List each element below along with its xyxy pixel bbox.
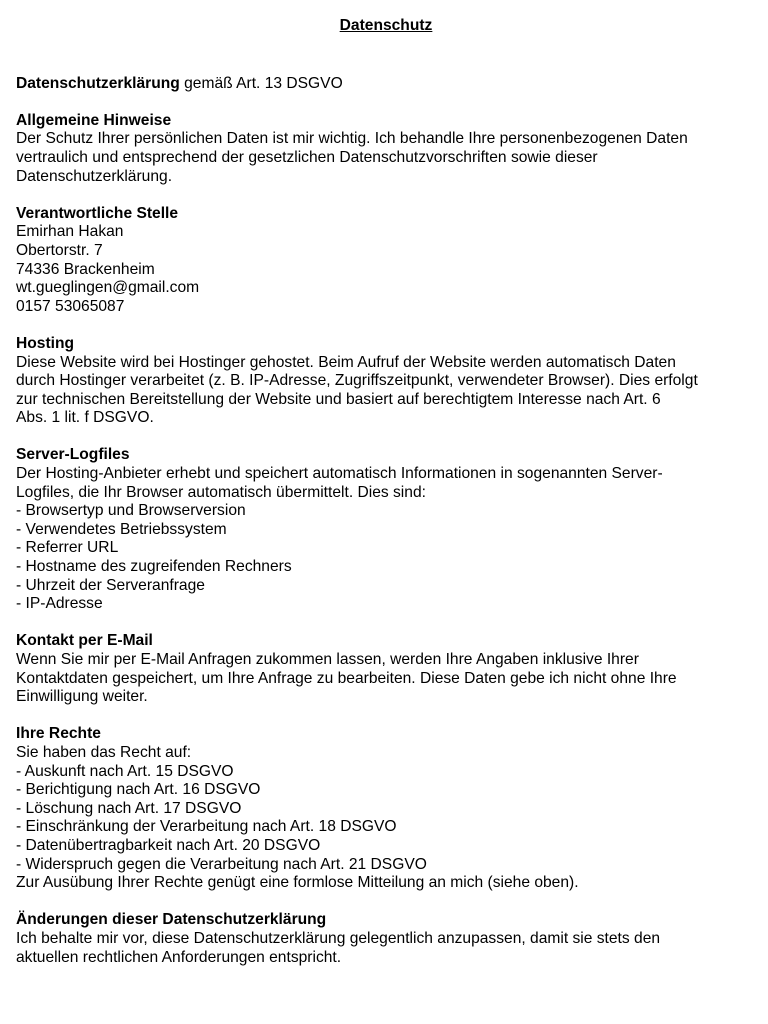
text-line: Datenschutzerklärung. (16, 167, 173, 185)
text-line: durch Hostinger verarbeitet (z. B. IP-Adresse, Zugriffszeitpunkt, verwendeter Browser). Dies erfolgt (16, 372, 698, 390)
list-item: - Uhrzeit der Serveranfrage (16, 576, 205, 594)
section-heading: Ihre Rechte (16, 725, 101, 743)
intro-bold: Datenschutzerklärung (16, 74, 180, 92)
section-body (16, 930, 764, 967)
text-line: aktuellen rechtlichen Anforderungen entspricht. (16, 948, 342, 966)
section-responsible (16, 205, 764, 317)
text-line: Logfiles, die Ihr Browser automatisch übermittelt. Dies sind: (16, 483, 426, 501)
text-line: Einwilligung weiter. (16, 688, 148, 706)
list-item: - Verwendetes Betriebssystem (16, 520, 227, 538)
text-line: Der Hosting-Anbieter erhebt und speichert automatisch Informationen in sogenannten Server- (16, 465, 663, 483)
text-line: Wenn Sie mir per E-Mail Anfragen zukommen lassen, werden Ihre Angaben inklusive Ihrer (16, 651, 639, 668)
section-body (16, 651, 764, 707)
section-changes (16, 911, 764, 967)
list-item: - Widerspruch gegen die Verarbeitung nach Art. 21 DSGVO (16, 855, 427, 873)
text-line: Zur Ausübung Ihrer Rechte genügt eine formlose Mitteilung an mich (siehe oben). (16, 874, 579, 892)
text-line: Diese Website wird bei Hostinger gehostet. Beim Aufruf der Website werden automatisch Daten (16, 353, 676, 371)
contact-name: Emirhan Hakan (16, 223, 124, 241)
text-line: Der Schutz Ihrer persönlichen Daten ist mir wichtig. Ich behandle Ihre personenbezogenen Daten (16, 130, 688, 148)
section-contact (16, 632, 764, 706)
section-heading: Kontakt per E-Mail (16, 632, 153, 650)
section-hosting (16, 335, 764, 428)
section-body (16, 130, 764, 186)
section-logfiles (16, 446, 764, 613)
intro-rest: gemäß Art. 13 DSGVO (179, 74, 343, 92)
list-item: - Berichtigung nach Art. 16 DSGVO (16, 781, 261, 799)
contact-city: 74336 Brackenheim (16, 260, 155, 278)
section-rights (16, 725, 764, 892)
text-line: Ich behalte mir vor, diese Datenschutzerklärung gelegentlich anzupassen, damit sie stets den (16, 929, 661, 947)
section-body (16, 744, 764, 763)
list-item: - IP-Adresse (16, 595, 103, 613)
list-item: - Löschung nach Art. 17 DSGVO (16, 799, 242, 817)
text-line: vertraulich und entsprechend der gesetzlichen Datenschutzvorschriften sowie dieser (16, 148, 598, 166)
list-item: - Browsertyp und Browserversion (16, 502, 246, 520)
contact-email: wt.gueglingen@gmail.com (16, 279, 200, 297)
section-heading: Verantwortliche Stelle (16, 204, 179, 222)
rights-note (16, 874, 764, 893)
intro-line (16, 75, 764, 94)
contact-street: Obertorstr. 7 (16, 241, 103, 259)
section-body (16, 354, 764, 428)
list-item: - Hostname des zugreifenden Rechners (16, 558, 292, 576)
contact-phone: 0157 53065087 (16, 297, 125, 315)
page-title: Datenschutz (339, 17, 433, 34)
rights-list (16, 763, 764, 875)
text-line: zur technischen Bereitstellung der Website und basiert auf berechtigtem Interesse nach Art. 6 (16, 390, 661, 408)
section-heading: Allgemeine Hinweise (16, 111, 172, 129)
section-heading: Hosting (16, 334, 75, 352)
logfile-list (16, 502, 764, 614)
list-item: - Referrer URL (16, 539, 119, 557)
section-general (16, 112, 764, 186)
section-body (16, 465, 764, 502)
list-item: - Einschränkung der Verarbeitung nach Art. 18 DSGVO (16, 818, 397, 836)
privacy-document (16, 0, 764, 967)
text-line: Abs. 1 lit. f DSGVO. (16, 409, 154, 427)
section-heading: Server-Logfiles (16, 446, 130, 464)
text-line: Sie haben das Recht auf: (16, 743, 192, 761)
section-heading: Änderungen dieser Datenschutzerklärung (16, 911, 327, 929)
list-item: - Datenübertragbarkeit nach Art. 20 DSGVO (16, 836, 321, 854)
address-block (16, 223, 764, 316)
text-line: Kontaktdaten gespeichert, um Ihre Anfrage zu bearbeiten. Diese Daten gebe ich nicht ohne Ihre (16, 669, 677, 687)
list-item: - Auskunft nach Art. 15 DSGVO (16, 762, 234, 780)
